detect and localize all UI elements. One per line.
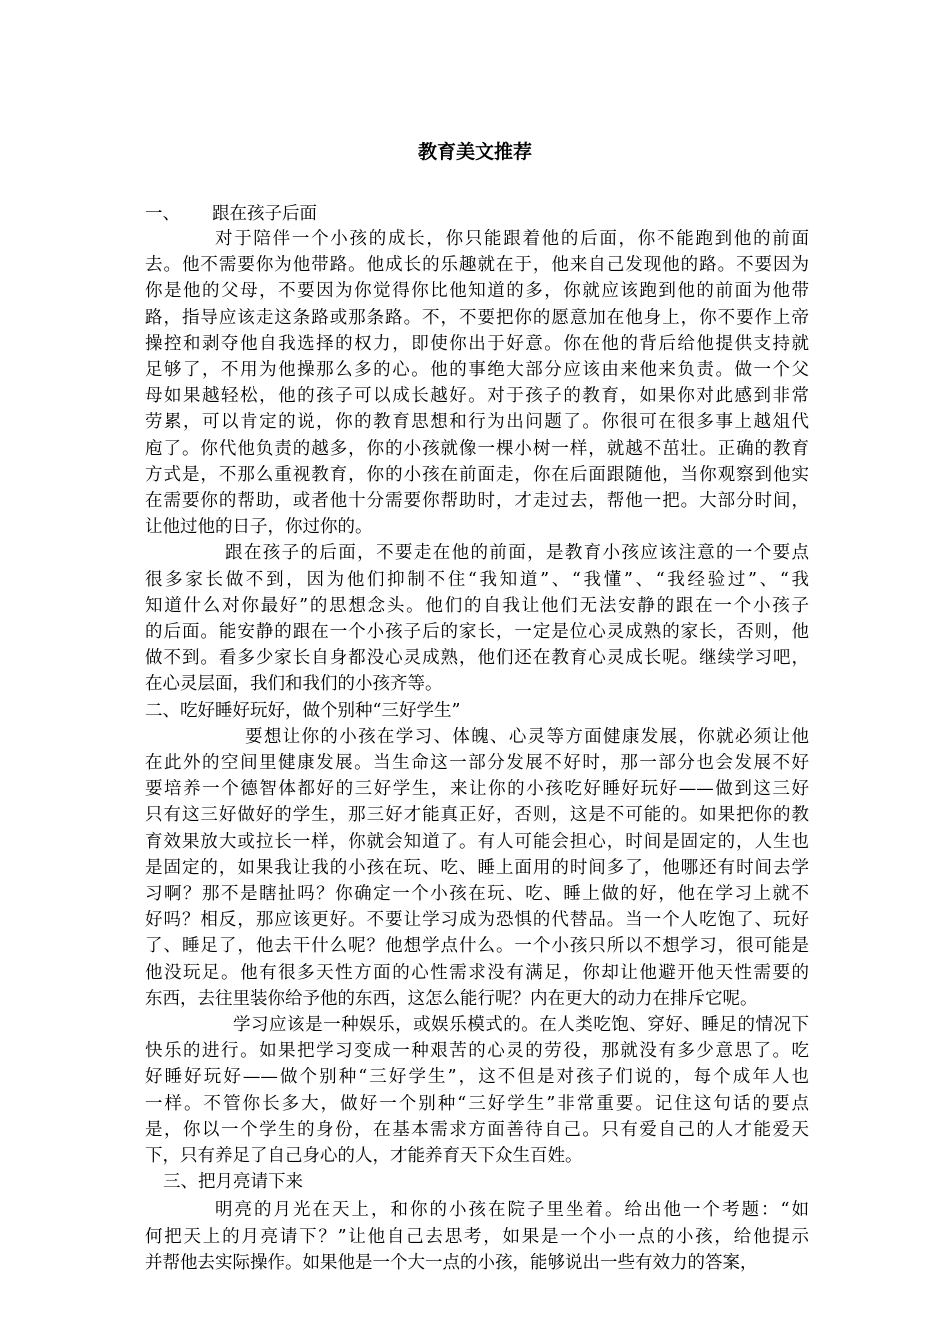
section-1-paragraph-2-line: 在心灵层面，我们和我们的小孩齐等。 <box>145 674 443 694</box>
section-1-paragraph-2-line: 的后面。能安静的跟在一个小孩子后的家长，一定是位心灵成熟的家长，否则，他 <box>145 622 809 642</box>
section-3-paragraph-1-line: 何把天上的月亮请下？”让他自己去思考，如果是一个小一点的小孩，给他提示 <box>145 1227 809 1247</box>
section-1-paragraph-2-line: 做不到。看多少家长自身都没心灵成熟，他们还在教育心灵成长呢。继续学习吧， <box>145 648 809 668</box>
section-1-paragraph-1-line: 去。他不需要你为他带路。他成长的乐趣就在于，他来自己发现他的路。不要因为 <box>145 255 809 275</box>
section-1-paragraph-1-line: 劳累，可以肯定的说，你的教育思想和行为出问题了。你很可在很多事上越俎代 <box>145 412 809 432</box>
section-2-paragraph-1-line: 东西，去往里装你给予他的东西，这怎么能行呢？内在更大的动力在排斥它呢。 <box>145 989 758 1009</box>
section-1-paragraph-1-line: 路，指导应该走这条路或那条路。不，不要把你的愿意加在他身上，你不要作上帝 <box>145 308 809 328</box>
section-1-number: 一、 <box>145 204 180 224</box>
section-1-paragraph-1-line: 让他过他的日子，你过你的。 <box>145 517 373 537</box>
section-1-paragraph-1-line: 足够了，不用为他操那么多的心。他的事绝大部分应该由来他来负责。做一个父 <box>145 360 809 380</box>
section-2-paragraph-1-line: 是固定的，如果我让我的小孩在玩、吃、睡上面用的时间多了，他哪还有时间去学 <box>145 858 809 878</box>
section-3-heading: 三、把月亮请下来 <box>163 1172 303 1192</box>
section-1-paragraph-1-line: 母如果越轻松，他的孩子可以成长越好。对于孩子的教育，如果你对此感到非常 <box>145 386 809 406</box>
section-2-paragraph-2-line: 下，只有养足了自己身心的人，才能养育天下众生百姓。 <box>145 1146 583 1166</box>
section-1-paragraph-1-line: 在需要你的帮助，或者他十分需要你帮助时，才走过去，帮他一把。大部分时间， <box>145 491 809 511</box>
section-2-paragraph-1-line: 育效果放大或拉长一样，你就会知道了。有人可能会担心，时间是固定的，人生也 <box>145 832 809 852</box>
section-2-paragraph-1-line: 要培养一个德智体都好的三好学生，来让你的小孩吃好睡好玩好——做到这三好 <box>145 779 809 799</box>
section-1-heading <box>145 201 317 227</box>
section-1-paragraph-1-line: 操控和剥夺他自我选择的权力，即使你出于好意。你在他的背后给他提供支持就 <box>145 334 809 354</box>
section-2-paragraph-1-line: 习啊？那不是瞎扯吗？你确定一个小孩在玩、吃、睡上做的好，他在学习上就不 <box>145 884 809 904</box>
section-2-paragraph-1-line: 好吗？相反，那应该更好。不要让学习成为恐惧的代替品。当一个人吃饱了、玩好 <box>145 910 809 930</box>
section-2-heading: 二、吃好睡好玩好，做个别种“三好学生” <box>145 701 461 721</box>
section-2-paragraph-2-line: 好睡好玩好——做个别种“三好学生”，这不但是对孩子们说的，每个成年人也 <box>145 1067 809 1087</box>
section-1-title: 跟在孩子后面 <box>212 204 317 224</box>
section-1-paragraph-1-line: 对于陪伴一个小孩的成长，你只能跟着他的后面，你不能跑到他的前面 <box>215 229 809 249</box>
section-1-paragraph-1-line: 庖了。你代他负责的越多，你的小孩就像一棵小树一样，就越不茁壮。正确的教育 <box>145 439 809 459</box>
section-2-paragraph-1-line: 在此外的空间里健康发展。当生命这一部分发展不好时，那一部分也会发展不好 <box>145 753 809 773</box>
section-1-paragraph-2-line: 很多家长做不到，因为他们抑制不住“我知道”、“我懂”、“我经验过”、“我 <box>145 570 809 590</box>
section-1-paragraph-2-line: 跟在孩子的后面，不要走在他的前面，是教育小孩应该注意的一个要点 <box>225 543 809 563</box>
section-2-paragraph-2-line: 快乐的进行。如果把学习变成一种艰苦的心灵的劳役，那就没有多少意思了。吃 <box>145 1041 809 1061</box>
section-1-paragraph-1-line: 方式是，不那么重视教育，你的小孩在前面走，你在后面跟随他，当你观察到他实 <box>145 465 809 485</box>
section-2-paragraph-1-line: 了、睡足了，他去干什么呢？他想学点什么。一个小孩只所以不想学习，很可能是 <box>145 936 809 956</box>
section-2-paragraph-1-line: 只有这三好做好的学生，那三好才能真正好，否则，这是不可能的。如果把你的教 <box>145 805 809 825</box>
section-1-paragraph-1-line: 你是他的父母，不要因为你觉得你比他知道的多，你就应该跑到他的前面为他带 <box>145 281 809 301</box>
section-2-paragraph-1-line: 要想让你的小孩在学习、体魄、心灵等方面健康发展，你就必须让他 <box>245 727 809 747</box>
section-3-paragraph-1-line: 明亮的月光在天上，和你的小孩在院子里坐着。给出他一个考题：“如 <box>215 1200 809 1220</box>
document-title: 教育美文推荐 <box>417 141 532 163</box>
section-2-paragraph-2-line: 一样。不管你长多大，做好一个别种“三好学生”非常重要。记住这句话的要点 <box>145 1094 809 1114</box>
section-2-paragraph-1-line: 他没玩足。他有很多天性方面的心性需求没有满足，你却让他避开他天性需要的 <box>145 963 809 983</box>
section-2-paragraph-2-line: 是，你以一个学生的身份，在基本需求方面善待自己。只有爱自己的人才能爱天 <box>145 1120 809 1140</box>
section-3-paragraph-1-line: 并帮他去实际操作。如果他是一个大一点的小孩，能够说出一些有效力的答案， <box>145 1253 758 1273</box>
section-2-paragraph-2-line: 学习应该是一种娱乐，或娱乐模式的。在人类吃饱、穿好、睡足的情况下 <box>233 1015 809 1035</box>
section-1-paragraph-2-line: 知道什么对你最好”的思想念头。他们的自我让他们无法安静的跟在一个小孩子 <box>145 596 809 616</box>
